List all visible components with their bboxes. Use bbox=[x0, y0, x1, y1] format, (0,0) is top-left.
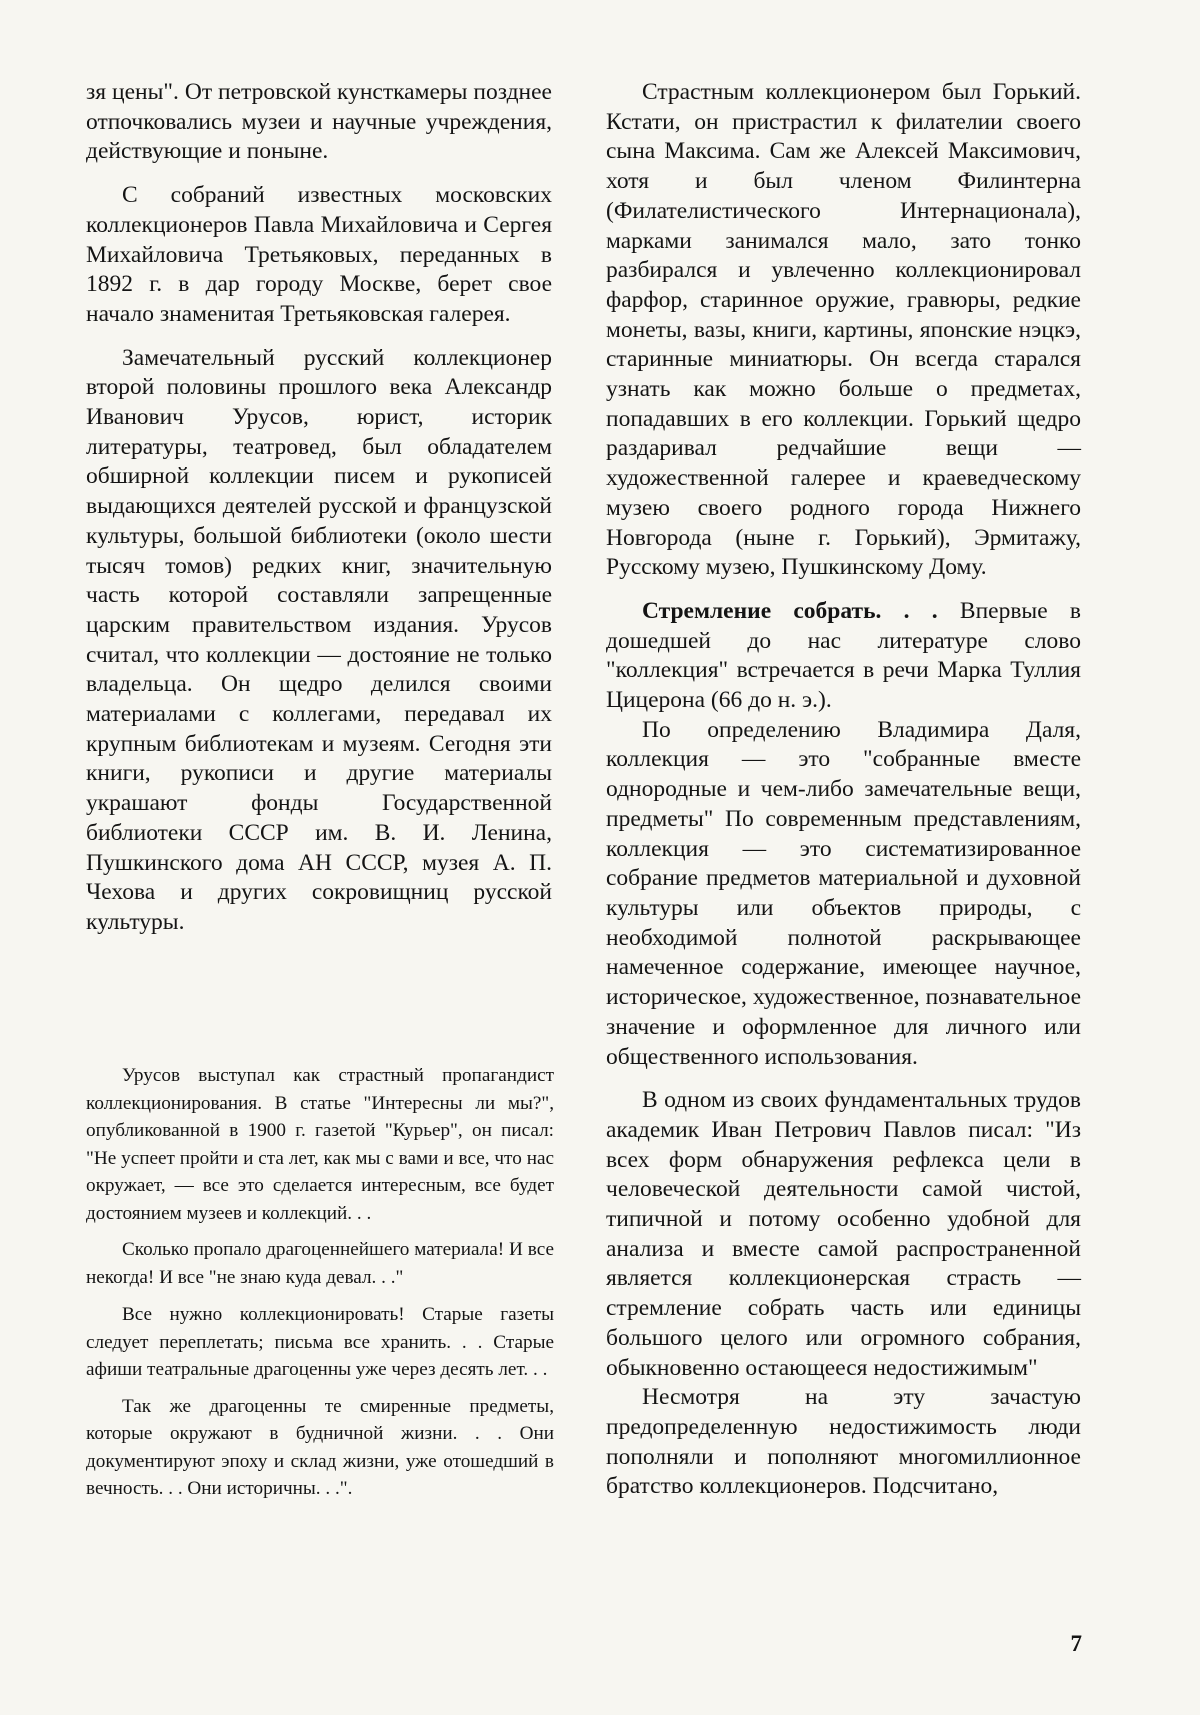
paragraph-dahl: По определению Владимира Даля, коллекция — это "собранные вместе однородные и чем-либо замечательные вещи, предметы" По современным представлениям, коллекция — это систематизированное собрание предметов материальной и духовной культуры или объектов природы, с необходимой полнотой раскрывающее намеченное содержание, имеющее научное, историческое, художественное, познавательное значение и оформленное для личного или общественного использования. bbox=[606, 716, 1081, 1072]
right-column bbox=[606, 78, 1081, 1502]
quote-paragraph-intro: Урусов выступал как страстный пропагандист коллекционирования. В статье "Интересны ли мы?", опубликованной в 1900 г. газетой "Курьер", он писал: "Не успеет пройти и ста лет, как мы с вами и все, что нас окружает, — все это сделается интересным, все будет достоянием музеев и коллекций. . . bbox=[86, 1062, 554, 1227]
left-column bbox=[86, 78, 552, 938]
quote-paragraph-objects: Так же драгоценны те смиренные предметы, которые окружают в будничной жизни. . . Они документируют эпоху и склад жизни, уже отошедший в вечность. . . Они историчны. . .". bbox=[86, 1393, 554, 1503]
paragraph-pavlov: В одном из своих фундаментальных трудов академик Иван Петрович Павлов писал: "Из всех форм обнаружения рефлекса цели в человеческой деятельности самой чистой, типичной и потому особенно удобной для анализа и вместе самой распространенной является коллекционерская страсть — стремление собрать часть или единицы большого целого или огромного собрания, обыкновенно остающееся недостижимым" bbox=[606, 1086, 1081, 1383]
paragraph-cicero bbox=[606, 597, 1081, 716]
paragraph-brotherhood: Несмотря на эту зачастую предопределенную недостижимость люди пополняли и пополняют многомиллионное братство коллекционеров. Подсчитано, bbox=[606, 1383, 1081, 1502]
quote-paragraph-collect: Все нужно коллекционировать! Старые газеты следует переплетать; письма все хранить. . . Старые афиши театральные драгоценны уже через десять лет. . . bbox=[86, 1301, 554, 1384]
quote-paragraph-lost: Сколько пропало драгоценнейшего материала! И все некогда! И все "не знаю куда девал. . ." bbox=[86, 1236, 554, 1291]
paragraph-tretyakov: С собраний известных московских коллекционеров Павла Михайловича и Сергея Михайловича Третьяковых, переданных в 1892 г. в дар городу Москве, берет свое начало знаменитая Третьяковская галерея. bbox=[86, 181, 552, 330]
urusov-quote-block bbox=[86, 1062, 554, 1503]
paragraph-kunstkamera: зя цены". От петровской кунсткамеры позднее отпочковались музеи и научные учреждения, действующие и поныне. bbox=[86, 78, 552, 167]
section-lead-heading: Стремление собрать. . . bbox=[642, 598, 938, 624]
paragraph-gorky: Страстным коллекционером был Горький. Кстати, он пристрастил к филателии своего сына Максима. Сам же Алексей Максимович, хотя и был членом Филинтерна (Филателистического Интернационала), марками занимался мало, зато тонко разбирался и увлеченно коллекционировал фарфор, старинное оружие, гравюры, редкие монеты, вазы, книги, картины, японские нэцкэ, старинные миниатюры. Он всегда старался узнать как можно больше о предметах, попадавших в его коллекции. Горький щедро раздаривал редчайшие вещи — художественной галерее и краеведческому музею своего родного города Нижнего Новгорода (ныне г. Горький), Эрмитажу, Русскому музею, Пушкинскому Дому. bbox=[606, 78, 1081, 583]
page-number: 7 bbox=[1071, 1631, 1083, 1657]
paragraph-cicero-text: Впервые в дошедшей до нас литературе слово "коллекция" встречается в речи Марка Туллия Цицерона (66 до н. э.). bbox=[606, 598, 1081, 713]
paragraph-urusov: Замечательный русский коллекционер второй половины прошлого века Александр Иванович Урусов, юрист, историк литературы, театровед, был обладателем обширной коллекции писем и рукописей выдающихся деятелей русской и французской культуры, большой библиотеки (около шести тысяч томов) редких книг, значительную часть которой составляли запрещенные царским правительством издания. Урусов считал, что коллекции — достояние не только владельца. Он щедро делился своими материалами с коллегами, передавал их крупным библиотекам и музеям. Сегодня эти книги, рукописи и другие материалы украшают фонды Государственной библиотеки СССР им. В. И. Ленина, Пушкинского дома АН СССР, музея А. П. Чехова и других сокровищниц русской культуры. bbox=[86, 344, 552, 938]
